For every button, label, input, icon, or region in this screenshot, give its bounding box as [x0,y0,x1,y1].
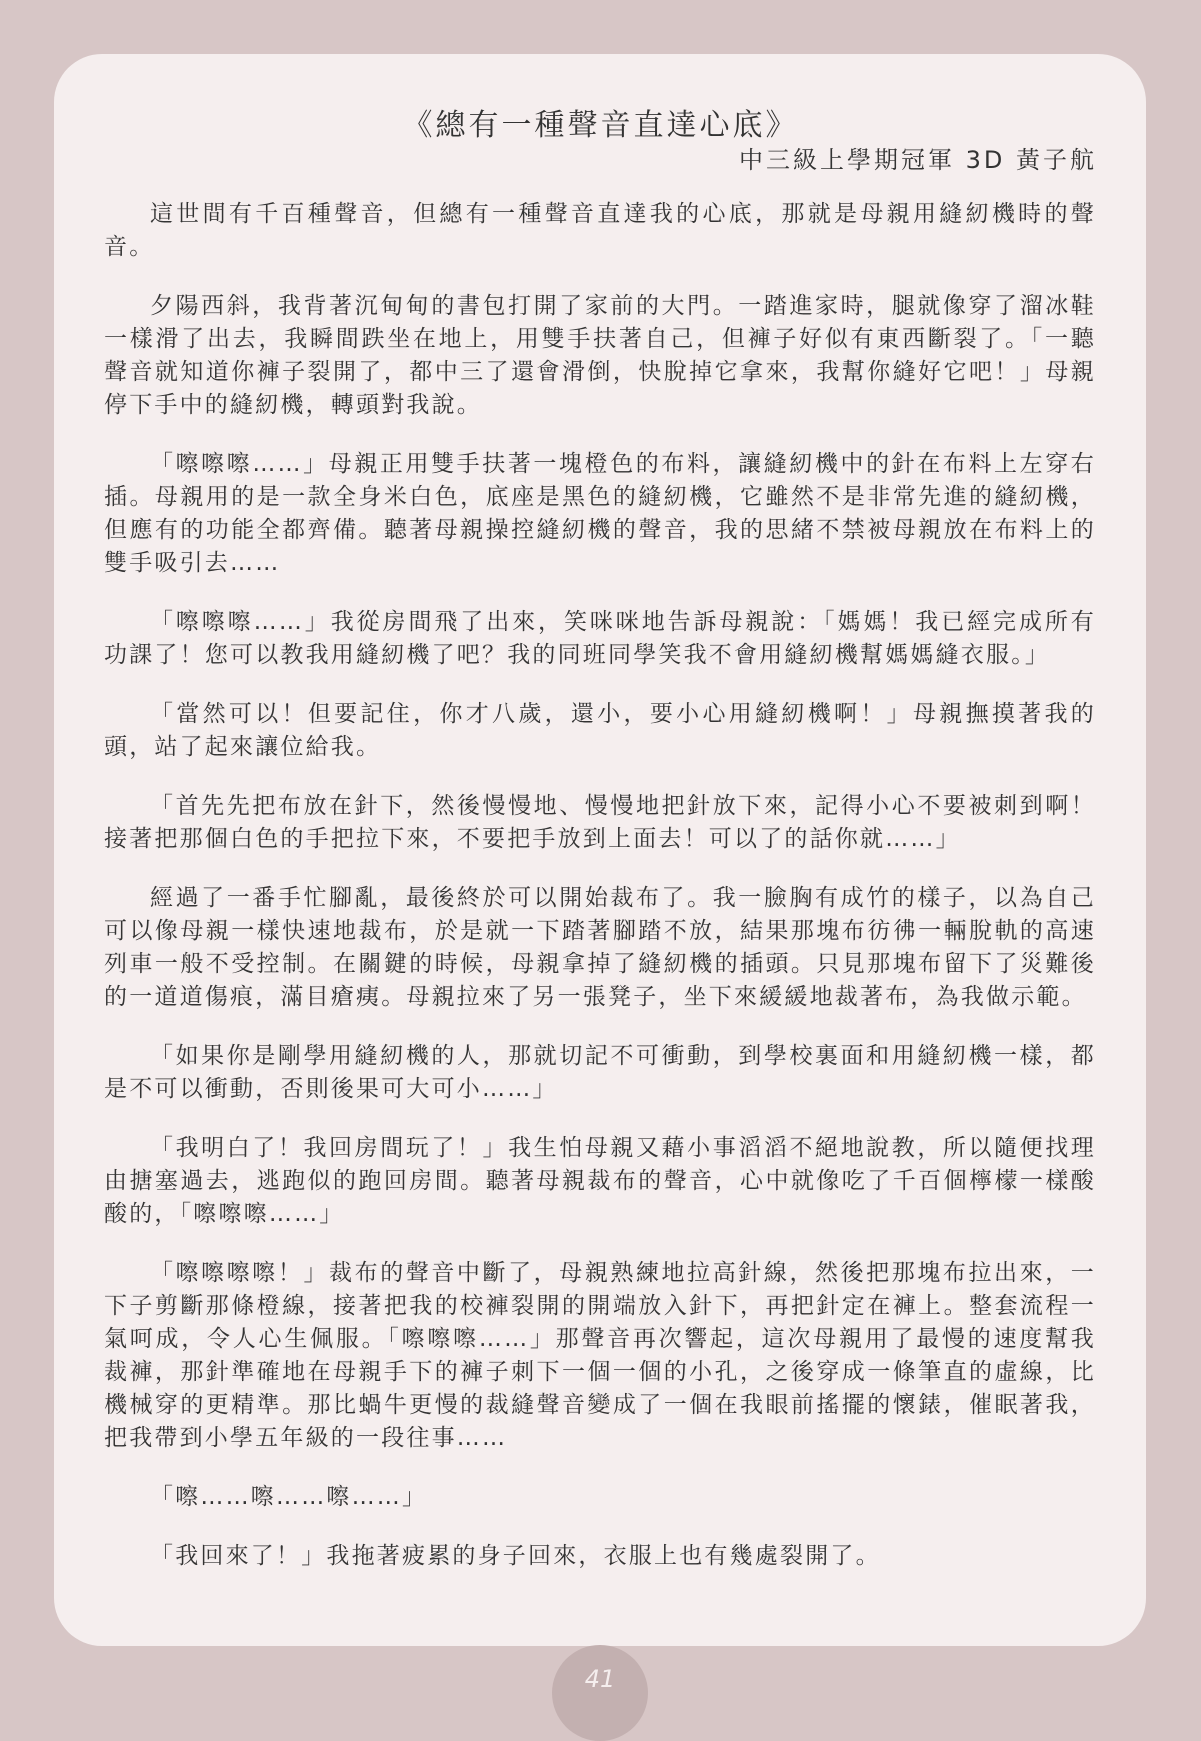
paragraph: 經過了一番手忙腳亂，最後終於可以開始裁布了。我一臉胸有成竹的樣子，以為自己可以像母親一樣快速地裁布，於是就一下踏著腳踏不放，結果那塊布彷彿一輛脫軌的高速列車一般不受控制。在關鍵的時候，母親拿掉了縫紉機的插頭。只見那塊布留下了災難後的一道道傷痕，滿目瘡痍。母親拉來了另一張凳子，坐下來緩緩地裁著布，為我做示範。 [104,885,1096,1010]
author-line: 中三級上學期冠軍 3D 黃子航 [738,146,1097,174]
paragraph: 「如果你是剛學用縫紉機的人，那就切記不可衝動，到學校裏面和用縫紉機一樣，都是不可以衝動，否則後果可大可小……」 [104,1043,1096,1102]
page-number: 41 [584,1665,616,1693]
paragraph: 夕陽西斜，我背著沉甸甸的書包打開了家前的大門。一踏進家時，腿就像穿了溜冰鞋一樣滑了出去，我瞬間跌坐在地上，用雙手扶著自己，但褲子好似有東西斷裂了。「一聽聲音就知道你褲子裂開了，都中三了還會滑倒，快脫掉它拿來，我幫你縫好它吧！」母親停下手中的縫紉機，轉頭對我說。 [104,293,1096,418]
page-number-badge [552,1645,648,1741]
paragraph: 「我明白了！我回房間玩了！」我生怕母親又藉小事滔滔不絕地說教，所以隨便找理由搪塞過去，逃跑似的跑回房間。聽著母親裁布的聲音，心中就像吃了千百個檸檬一樣酸酸的，「嚓嚓嚓……」 [104,1135,1096,1227]
paragraph: 「嚓嚓嚓嚓！」裁布的聲音中斷了，母親熟練地拉高針線，然後把那塊布拉出來，一下子剪斷那條橙線，接著把我的校褲裂開的開端放入針下，再把針定在褲上。整套流程一氣呵成，令人心生佩服。「嚓嚓嚓……」那聲音再次響起，這次母親用了最慢的速度幫我裁褲，那針準確地在母親手下的褲子刺下一個一個的小孔，之後穿成一條筆直的虛線，比機械穿的更精準。那比蝸牛更慢的裁縫聲音變成了一個在我眼前搖擺的懷錶，催眠著我，把我帶到小學五年級的一段往事…… [104,1260,1096,1451]
essay-body [104,198,1096,1599]
paragraph: 「我回來了！」我拖著疲累的身子回來，衣服上也有幾處裂開了。 [150,1543,881,1569]
paragraph: 這世間有千百種聲音，但總有一種聲音直達我的心底，那就是母親用縫紉機時的聲音。 [104,201,1096,260]
paragraph: 「嚓嚓嚓……」我從房間飛了出來，笑咪咪地告訴母親說：「媽媽！我已經完成所有功課了！您可以教我用縫紉機了吧？我的同班同學笑我不會用縫紉機幫媽媽縫衣服。」 [104,609,1096,668]
paragraph: 「當然可以！但要記住，你才八歲，還小，要小心用縫紉機啊！」母親撫摸著我的頭，站了起來讓位給我。 [104,701,1096,760]
essay-title: 《總有一種聲音直達心底》 [402,108,799,143]
paragraph: 「嚓……嚓……嚓……」 [150,1484,428,1510]
paragraph: 「首先先把布放在針下，然後慢慢地、慢慢地把針放下來，記得小心不要被刺到啊！接著把那個白色的手把拉下來，不要把手放到上面去！可以了的話你就……」 [104,793,1096,852]
paragraph: 「嚓嚓嚓……」母親正用雙手扶著一塊橙色的布料，讓縫紉機中的針在布料上左穿右插。母親用的是一款全身米白色，底座是黑色的縫紉機，它雖然不是非常先進的縫紉機，但應有的功能全都齊備。聽著母親操控縫紉機的聲音，我的思緒不禁被母親放在布料上的雙手吸引去…… [104,451,1096,576]
